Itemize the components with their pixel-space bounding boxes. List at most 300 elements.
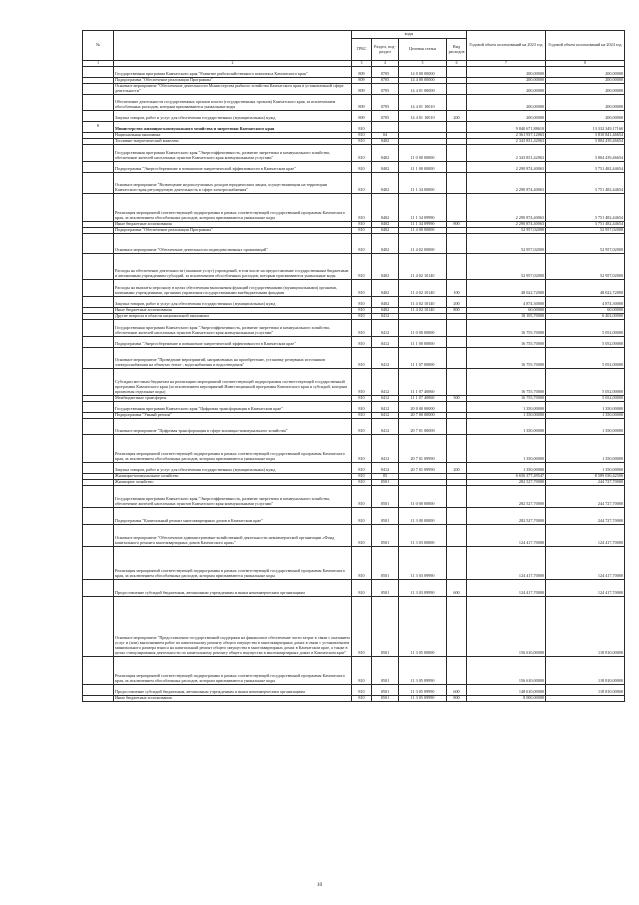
- row-exp-type: 800: [447, 221, 467, 227]
- row-exp-type: 600: [447, 684, 467, 695]
- table-row: [83, 418, 625, 434]
- row-target: 14 4 01 00000: [399, 83, 447, 94]
- row-amount-2024: 1 350,00000: [546, 462, 625, 473]
- row-amount-2023: 124 417,70000: [467, 546, 546, 579]
- row-num: [83, 110, 114, 121]
- table-row: [83, 656, 625, 684]
- row-name: Реализация мероприятий соответствующей подпрограммы в рамках соответствующей государственной программы Камчатского края, за исключением обособленных расходов, которым присваиваются уникальные коды: [114, 656, 352, 684]
- row-section: 0402: [372, 296, 399, 307]
- row-amount-2023: 156 610,00000: [467, 656, 546, 684]
- col-number: 3: [352, 61, 372, 67]
- row-grbs: 810: [352, 279, 372, 296]
- row-name: Основное мероприятие "Цифровая трансформация в сфере жилищно-коммунального хозяйства": [114, 418, 352, 434]
- row-amount-2024: 118 810,00000: [546, 656, 625, 684]
- row-grbs: 810: [352, 507, 372, 524]
- row-amount-2024: 13 332 349,17160: [546, 121, 625, 132]
- row-target: 11 3 00 00000: [399, 507, 447, 524]
- row-amount-2024: 5 052,00000: [546, 336, 625, 347]
- col-number: 8: [546, 61, 625, 67]
- row-exp-type: [447, 401, 467, 412]
- header-2023: Годовой объем ассигнований на 2023 год: [467, 31, 546, 61]
- row-name: Основное мероприятие "Обеспечение деятельности Министерства рыбного хозяйства Камчатского края в установленной сфере деятельности": [114, 83, 352, 94]
- row-amount-2023: 200,00000: [467, 77, 546, 83]
- row-amount-2023: 282 527,70000: [467, 479, 546, 485]
- header-exp-type: Вид расходов: [447, 39, 467, 61]
- row-amount-2024: 3 751 482,44654: [546, 172, 625, 193]
- row-grbs: 810: [352, 462, 372, 473]
- row-amount-2024: 244 727,70000: [546, 479, 625, 485]
- row-amount-2023: 1 350,00000: [467, 412, 546, 418]
- row-section: 0705: [372, 83, 399, 94]
- row-exp-type: [447, 368, 467, 395]
- header-section: Раздел, под-раздел: [372, 39, 399, 61]
- row-section: 0402: [372, 307, 399, 313]
- row-section: 0501: [372, 596, 399, 656]
- table-row: [83, 94, 625, 110]
- row-grbs: 810: [352, 395, 372, 401]
- row-exp-type: 800: [447, 695, 467, 701]
- row-amount-2024: 5 052,00000: [546, 347, 625, 368]
- row-num: 8: [83, 121, 114, 132]
- row-exp-type: 800: [447, 307, 467, 313]
- row-exp-type: [447, 485, 467, 507]
- row-section: 0412: [372, 401, 399, 412]
- row-target: 20 7 01 00000: [399, 418, 447, 434]
- row-name: Подпрограмма "Умный регион": [114, 412, 352, 418]
- row-name: Государственная программа Камчатского края "Цифровая трансформация в Камчатском крае": [114, 401, 352, 412]
- table-row: [83, 347, 625, 368]
- header-target: Целевая статья: [399, 39, 447, 61]
- row-section: 0402: [372, 172, 399, 193]
- row-grbs: 810: [352, 253, 372, 279]
- row-num: [83, 347, 114, 368]
- table-row: [83, 684, 625, 695]
- row-amount-2023: 8 000,00000: [467, 695, 546, 701]
- row-name: Жилищное хозяйство: [114, 479, 352, 485]
- row-num: [83, 524, 114, 546]
- row-name: Жилищно-коммунальное хозяйство: [114, 473, 352, 479]
- row-section: 0501: [372, 684, 399, 695]
- row-amount-2024: 118 810,00000: [546, 684, 625, 695]
- table-row: [83, 462, 625, 473]
- row-exp-type: [447, 253, 467, 279]
- row-name: Расходы на выплаты персоналу в целях обеспечения выполнения функций государственными (муниципальными) органами, казенными учреждениями, органами управления государственными внебюджетными фондами: [114, 279, 352, 296]
- row-name: Подпрограмма "Капитальный ремонт многоквартирных домов в Камчатском крае": [114, 507, 352, 524]
- row-name: Основное мероприятие "Обеспечение административно-хозяйственной деятельности некоммерческой организации «Фонд капитального ремонта многоквартирных домов Камчатского края»": [114, 524, 352, 546]
- row-amount-2023: 200,00000: [467, 83, 546, 94]
- row-num: [83, 596, 114, 656]
- row-target: 11 1 07 00000: [399, 347, 447, 368]
- row-amount-2024: 200,00000: [546, 94, 625, 110]
- table-row: [83, 253, 625, 279]
- row-grbs: 810: [352, 401, 372, 412]
- row-exp-type: [447, 121, 467, 132]
- row-amount-2024: 52 957,02000: [546, 227, 625, 233]
- row-num: [83, 579, 114, 596]
- col-number: 4: [372, 61, 399, 67]
- row-amount-2023: 200,00000: [467, 66, 546, 77]
- row-section: 0501: [372, 656, 399, 684]
- row-target: 11 3 05 09990: [399, 656, 447, 684]
- row-amount-2023: 1 350,00000: [467, 434, 546, 462]
- budget-allocation-table: [82, 30, 625, 702]
- row-name: Субсидии местным бюджетам на реализацию мероприятий соответствующей подпрограммы соответствующей государственной программы Камчатского края (за исключением мероприятий Инвестиционной программы Камчатского края и субсидий, которым присвоены отдельные коды): [114, 368, 352, 395]
- row-exp-type: [447, 233, 467, 253]
- row-amount-2024: 244 727,70000: [546, 485, 625, 507]
- row-name: Основное мероприятие "Возмещение недополученных доходов юридическим лицам, осуществляющим на территории Камчатского края регулируемую деятельность в сфере электроснабжения": [114, 172, 352, 193]
- row-section: 0412: [372, 319, 399, 336]
- table-body: [83, 66, 625, 701]
- row-section: 04: [372, 132, 399, 138]
- budget-table-sheet: [82, 30, 624, 702]
- header-codes: коды: [352, 31, 467, 39]
- row-num: [83, 546, 114, 579]
- row-section: 0412: [372, 336, 399, 347]
- row-amount-2023: 200,00000: [467, 110, 546, 121]
- row-target: 11 0 00 00000: [399, 485, 447, 507]
- row-target: 11 1 07 40060: [399, 395, 447, 401]
- row-target: 14 4 00 00000: [399, 77, 447, 83]
- row-exp-type: [447, 144, 467, 161]
- row-num: [83, 695, 114, 701]
- row-target: [399, 121, 447, 132]
- row-amount-2024: 5 052,00000: [546, 368, 625, 395]
- row-target: 11 3 05 00000: [399, 596, 447, 656]
- col-number: 1: [83, 61, 114, 67]
- row-amount-2024: 5 052,00000: [546, 395, 625, 401]
- row-grbs: 810: [352, 132, 372, 138]
- row-target: 20 7 01 09990: [399, 434, 447, 462]
- row-amount-2023: 200,00000: [467, 94, 546, 110]
- row-amount-2024: 3 804 439,46654: [546, 144, 625, 161]
- row-num: [83, 684, 114, 695]
- row-exp-type: 200: [447, 296, 467, 307]
- row-grbs: 810: [352, 434, 372, 462]
- row-amount-2023: 52 957,02000: [467, 233, 546, 253]
- row-section: 0412: [372, 313, 399, 319]
- row-exp-type: [447, 172, 467, 193]
- row-amount-2024: 1 350,00000: [546, 412, 625, 418]
- col-number: 6: [447, 61, 467, 67]
- row-grbs: 809: [352, 94, 372, 110]
- row-section: 0412: [372, 395, 399, 401]
- row-grbs: 810: [352, 138, 372, 144]
- row-exp-type: [447, 66, 467, 77]
- row-num: [83, 336, 114, 347]
- row-exp-type: [447, 418, 467, 434]
- row-name: Подпрограмма "Обеспечение реализации Программы": [114, 227, 352, 233]
- row-section: 0412: [372, 462, 399, 473]
- table-row: [83, 695, 625, 701]
- row-grbs: 810: [352, 313, 372, 319]
- row-target: 11 1 34 09990: [399, 221, 447, 227]
- row-amount-2023: 2 290 874,40063: [467, 221, 546, 227]
- row-exp-type: [447, 83, 467, 94]
- row-name: Закупка товаров, работ и услуг для обеспечения государственных (муниципальных) нужд: [114, 462, 352, 473]
- row-amount-2023: 52 957,02000: [467, 227, 546, 233]
- row-name: Основное мероприятие "Предоставление государственной поддержки на финансовое обеспечение части затрат в связи с оказанием услуг и (или) выполнением работ по капитальному ремонту общего имущества в многоквартирных домах в связи с установлением минимального размера взноса на капитальный ремонт общего имущества в многоквартирных домах в Камчатском крае, а также в целях стимулирования деятельности по капитальному ремонту общего имущества в многоквартирных домах в Камчатском крае": [114, 596, 352, 656]
- row-section: 0402: [372, 161, 399, 172]
- row-amount-2023: 2 290 874,40063: [467, 172, 546, 193]
- row-target: 11 3 03 09990: [399, 546, 447, 579]
- row-amount-2023: 60,00000: [467, 307, 546, 313]
- row-target: 11 1 07 40060: [399, 368, 447, 395]
- row-name: Предоставление субсидий бюджетным, автономным учреждениям и иным некоммерческим организациям: [114, 579, 352, 596]
- row-target: 11 0 00 00000: [399, 319, 447, 336]
- header-name: [114, 31, 352, 61]
- row-amount-2024: 3 751 482,44654: [546, 193, 625, 221]
- row-section: 0412: [372, 347, 399, 368]
- table-row: [83, 110, 625, 121]
- row-amount-2024: 3 810 841,46654: [546, 132, 625, 138]
- row-amount-2023: 16 755,70000: [467, 368, 546, 395]
- row-section: 0705: [372, 110, 399, 121]
- row-amount-2024: 200,00000: [546, 66, 625, 77]
- row-section: 0501: [372, 485, 399, 507]
- table-row: [83, 434, 625, 462]
- row-grbs: 810: [352, 161, 372, 172]
- row-grbs: 810: [352, 684, 372, 695]
- row-target: 20 7 01 09990: [399, 462, 447, 473]
- row-amount-2023: 2 343 831,42063: [467, 138, 546, 144]
- table-row: [83, 83, 625, 94]
- row-amount-2024: 1 350,00000: [546, 418, 625, 434]
- row-exp-type: [447, 336, 467, 347]
- row-num: [83, 161, 114, 172]
- table-row: [83, 144, 625, 161]
- row-amount-2024: 244 727,70000: [546, 507, 625, 524]
- row-amount-2024: 200,00000: [546, 83, 625, 94]
- row-amount-2024: 118 810,00000: [546, 596, 625, 656]
- table-row: [83, 161, 625, 172]
- row-amount-2024: 124 417,70000: [546, 579, 625, 596]
- row-target: 14 0 00 00000: [399, 66, 447, 77]
- row-amount-2024: 200,00000: [546, 77, 625, 83]
- row-name: Иные бюджетные ассигнования: [114, 221, 352, 227]
- row-exp-type: [447, 319, 467, 336]
- row-grbs: 810: [352, 473, 372, 479]
- row-amount-2023: 6 656 377,49547: [467, 473, 546, 479]
- row-amount-2024: 1 350,00000: [546, 434, 625, 462]
- row-target: 11 4 02 10140: [399, 253, 447, 279]
- row-num: [83, 296, 114, 307]
- row-section: 0412: [372, 434, 399, 462]
- row-section: 0705: [372, 66, 399, 77]
- row-amount-2024: 200,00000: [546, 110, 625, 121]
- row-name: Закупка товаров, работ и услуг для обеспечения государственных (муниципальных) нужд: [114, 296, 352, 307]
- table-row: [83, 121, 625, 132]
- row-amount-2023: 148 610,00000: [467, 684, 546, 695]
- row-amount-2023: 124 417,70000: [467, 524, 546, 546]
- row-amount-2023: 48 022,72000: [467, 279, 546, 296]
- row-amount-2024: [546, 695, 625, 701]
- table-row: [83, 193, 625, 221]
- row-section: 0501: [372, 479, 399, 485]
- row-amount-2023: 124 417,70000: [467, 579, 546, 596]
- row-num: [83, 368, 114, 395]
- row-num: [83, 94, 114, 110]
- row-name: Закупка товаров, работ и услуг для обеспечения государственных (муниципальных) нужд: [114, 110, 352, 121]
- row-name: Предоставление субсидий бюджетным, автономным учреждениям и иным некоммерческим организациям: [114, 684, 352, 695]
- row-grbs: 809: [352, 110, 372, 121]
- table-row: [83, 524, 625, 546]
- row-section: 0402: [372, 221, 399, 227]
- row-name: Подпрограмма "Энергосбережение и повышение энергетической эффективности в Камчатском крае": [114, 161, 352, 172]
- row-grbs: 810: [352, 347, 372, 368]
- row-section: 0705: [372, 94, 399, 110]
- row-target: 11 3 05 09990: [399, 684, 447, 695]
- row-amount-2024: 3 804 439,46654: [546, 138, 625, 144]
- table-row: [83, 401, 625, 412]
- row-num: [83, 279, 114, 296]
- row-section: 0501: [372, 507, 399, 524]
- row-num: [83, 485, 114, 507]
- row-grbs: 810: [352, 695, 372, 701]
- row-grbs: 810: [352, 233, 372, 253]
- row-name: Иные бюджетные ассигнования: [114, 695, 352, 701]
- row-num: [83, 253, 114, 279]
- row-name: Реализация мероприятий соответствующей подпрограммы в рамках соответствующей государственной программы Камчатского края, за исключением обособленных расходов, которым присваиваются уникальные коды: [114, 193, 352, 221]
- row-target: 11 3 05 09990: [399, 695, 447, 701]
- row-amount-2024: 4 874,30000: [546, 296, 625, 307]
- table-row: [83, 368, 625, 395]
- row-amount-2023: 2 343 831,42063: [467, 144, 546, 161]
- row-section: 0402: [372, 138, 399, 144]
- row-name: Топливно-энергетический комплекс: [114, 138, 352, 144]
- row-grbs: 810: [352, 144, 372, 161]
- row-amount-2023: 16 755,70000: [467, 336, 546, 347]
- table-row: [83, 507, 625, 524]
- row-grbs: 810: [352, 221, 372, 227]
- row-num: [83, 656, 114, 684]
- table-row: [83, 172, 625, 193]
- row-exp-type: [447, 193, 467, 221]
- row-amount-2023: 18 105,70000: [467, 313, 546, 319]
- row-amount-2023: 282 527,70000: [467, 485, 546, 507]
- row-name: Национальная экономика: [114, 132, 352, 138]
- row-name: Другие вопросы в области национальной экономики: [114, 313, 352, 319]
- row-exp-type: [447, 347, 467, 368]
- row-grbs: 810: [352, 412, 372, 418]
- row-amount-2023: 52 957,02000: [467, 253, 546, 279]
- row-section: 0402: [372, 233, 399, 253]
- row-name: Иные бюджетные ассигнования: [114, 307, 352, 313]
- row-amount-2023: 156 610,00000: [467, 596, 546, 656]
- table-row: [83, 66, 625, 77]
- row-exp-type: [447, 546, 467, 579]
- row-name: Межбюджетные трансферты: [114, 395, 352, 401]
- row-grbs: 810: [352, 524, 372, 546]
- row-amount-2023: 16 755,70000: [467, 319, 546, 336]
- row-name: Министерство жилищно-коммунального хозяйства и энергетики Камчатского края: [114, 121, 352, 132]
- table-row: [83, 579, 625, 596]
- row-num: [83, 83, 114, 94]
- header-num: №: [83, 31, 114, 61]
- row-section: [372, 121, 399, 132]
- row-section: 0402: [372, 279, 399, 296]
- row-name: Расходы на обеспечение деятельности (оказание услуг) учреждений, в том числе на предоставление государственным бюджетным и автономным учреждениям субсидий, за исключением обособленных расходов, которым присваиваются уникальные коды: [114, 253, 352, 279]
- row-num: [83, 507, 114, 524]
- row-grbs: 810: [352, 319, 372, 336]
- row-grbs: 810: [352, 193, 372, 221]
- row-section: 0402: [372, 227, 399, 233]
- row-target: 20 0 00 00000: [399, 401, 447, 412]
- page-number: 10: [316, 882, 323, 888]
- row-name: Основное мероприятие "Проведение мероприятий, направленных на приобретение, установку резервных источников электроснабжения на объектах тепло-, водоснабжения и водоотведения": [114, 347, 352, 368]
- row-name: Государственная программа Камчатского края "Энергоэффективность, развитие энергетики и коммунального хозяйства, обеспечение жителей населенных пунктов Камчатского края коммунальными услугами": [114, 485, 352, 507]
- row-grbs: 810: [352, 368, 372, 395]
- row-section: 0412: [372, 368, 399, 395]
- col-number: 7: [467, 61, 546, 67]
- row-section: 0705: [372, 77, 399, 83]
- row-amount-2024: 52 957,02000: [546, 253, 625, 279]
- row-grbs: 810: [352, 172, 372, 193]
- row-section: 0402: [372, 193, 399, 221]
- table-row: [83, 596, 625, 656]
- row-amount-2023: 2 361 937,12063: [467, 132, 546, 138]
- row-amount-2023: 2 290 874,40063: [467, 193, 546, 221]
- table-row: [83, 319, 625, 336]
- row-grbs: 810: [352, 656, 372, 684]
- row-amount-2023: 16 755,70000: [467, 347, 546, 368]
- row-grbs: 810: [352, 296, 372, 307]
- row-amount-2024: 52 957,02000: [546, 233, 625, 253]
- row-exp-type: 600: [447, 579, 467, 596]
- row-exp-type: [447, 94, 467, 110]
- row-target: 11 4 02 10140: [399, 307, 447, 313]
- row-target: 14 4 01 10010: [399, 110, 447, 121]
- row-section: 0501: [372, 524, 399, 546]
- row-num: [83, 462, 114, 473]
- row-section: 0412: [372, 412, 399, 418]
- row-name: Подпрограмма "Энергосбережение и повышение энергетической эффективности в Камчатском крае": [114, 336, 352, 347]
- row-exp-type: [447, 161, 467, 172]
- row-target: 11 3 03 09990: [399, 579, 447, 596]
- row-target: 11 4 02 10140: [399, 279, 447, 296]
- row-num: [83, 66, 114, 77]
- row-exp-type: [447, 596, 467, 656]
- row-grbs: 809: [352, 77, 372, 83]
- row-exp-type: 200: [447, 110, 467, 121]
- row-section: 0402: [372, 253, 399, 279]
- table-row: [83, 336, 625, 347]
- row-section: 0412: [372, 418, 399, 434]
- row-num: [83, 434, 114, 462]
- header-grbs: ГРБС: [352, 39, 372, 61]
- row-grbs: 810: [352, 579, 372, 596]
- row-target: 11 1 34 00000: [399, 172, 447, 193]
- table-row: [83, 546, 625, 579]
- row-exp-type: 100: [447, 279, 467, 296]
- row-amount-2024: 3 751 482,44654: [546, 221, 625, 227]
- row-num: [83, 144, 114, 161]
- row-grbs: 810: [352, 546, 372, 579]
- row-target: 11 1 00 00000: [399, 161, 447, 172]
- row-amount-2023: 1 350,00000: [467, 401, 546, 412]
- row-name: Государственная программа Камчатского края "Развитие рыбохозяйственного комплекса Камчатского края": [114, 66, 352, 77]
- row-exp-type: [447, 524, 467, 546]
- row-name: Реализация мероприятий соответствующей подпрограммы в рамках соответствующей государственной программы Камчатского края, за исключением обособленных расходов, которым присваиваются уникальные коды: [114, 546, 352, 579]
- row-amount-2024: 124 417,70000: [546, 546, 625, 579]
- row-grbs: 809: [352, 66, 372, 77]
- row-section: 0501: [372, 546, 399, 579]
- row-exp-type: [447, 507, 467, 524]
- row-grbs: 810: [352, 485, 372, 507]
- row-target: 11 3 03 00000: [399, 524, 447, 546]
- row-exp-type: 200: [447, 462, 467, 473]
- row-num: [83, 172, 114, 193]
- row-amount-2023: 282 527,70000: [467, 507, 546, 524]
